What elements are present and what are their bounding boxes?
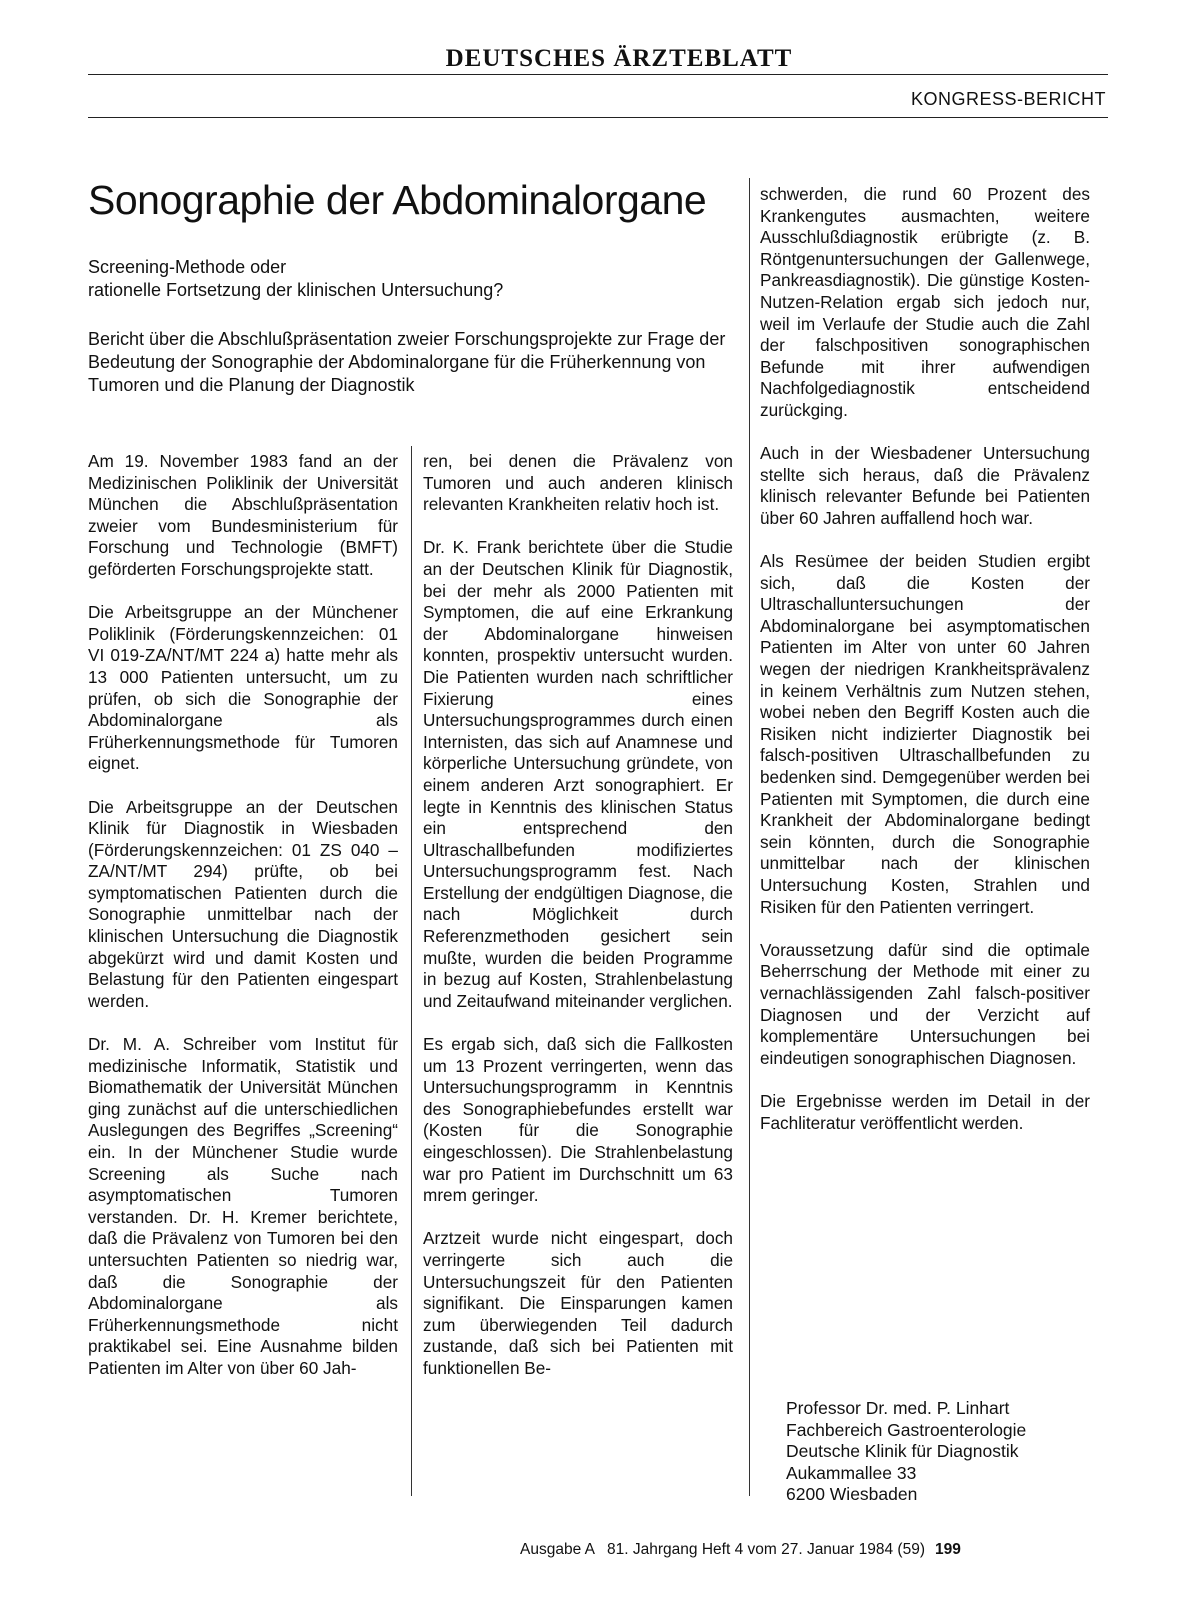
author-signature bbox=[786, 1398, 1026, 1506]
text-column-1 bbox=[88, 451, 398, 1380]
paragraph: Es ergab sich, daß sich die Fallkosten um 13 Prozent verringerten, wenn das Untersuchungsprogramm in Kenntnis des Sonographiebefundes erstellt war (Kosten für die Sonographie eingeschlossen). Die Strahlenbelastung war pro Patient im Durchschnitt um 63 mrem geringer. bbox=[423, 1034, 733, 1206]
paragraph: Die Ergebnisse werden im Detail in der Fachliteratur veröffentlicht werden. bbox=[760, 1090, 1090, 1133]
paragraph: Die Arbeitsgruppe an der Deutschen Klinik für Diagnostik in Wiesbaden (Förderungskennzeichen: 01 ZS 040 – ZA/NT/MT 294) prüfte, ob bei symptomatischen Patienten durch die Sonographie unmittelbar nach der klinischen Untersuchung die Diagnostik abgekürzt wird und damit Kosten und Belastung für den Patienten eingespart werden. bbox=[88, 796, 398, 1011]
masthead: DEUTSCHES ÄRZTEBLATT bbox=[445, 45, 793, 72]
paragraph: Arztzeit wurde nicht eingespart, doch verringerte sich auch die Untersuchungszeit für den Patienten signifikant. Die Einsparungen kamen zum überwiegenden Teil dadurch zustande, daß sich bei Patienten mit funktionellen Be- bbox=[423, 1228, 733, 1378]
article-intro: Bericht über die Abschlußpräsentation zweier Forschungsprojekte zur Frage der Bedeutung der Sonographie der Abdominalorgane für die Früherkennung von Tumoren und die Planung der Diagnostik bbox=[88, 329, 726, 395]
text-column-3 bbox=[760, 184, 1090, 1134]
paragraph: Auch in der Wiesbadener Untersuchung stellte sich heraus, daß die Prävalenz klinisch relevanter Befunde bei Patienten über 60 Jahren auffallend hoch war. bbox=[760, 443, 1090, 528]
page-number: 199 bbox=[935, 1541, 961, 1558]
author-street: Aukammallee 33 bbox=[786, 1462, 917, 1483]
paragraph: Dr. M. A. Schreiber vom Institut für medizinische Informatik, Statistik und Biomathematik der Universität München ging zunächst auf die unterschiedlichen Auslegungen des Begriffes „Screening“ ein. In der Münchener Studie wurde Screening als Suche nach asymptomatischen Tumoren verstanden. Dr. H. Kremer berichtete, daß die Prävalenz von Tumoren bei den untersuchten Patienten so niedrig war, daß die Sonographie der Abdominalorgane als Früherkennungsmethode nicht praktikabel sei. Eine Ausnahme bilden Patienten im Alter von über 60 Jah- bbox=[88, 1034, 398, 1378]
paragraph: Am 19. November 1983 fand an der Medizinischen Poliklinik der Universität München die Abschlußpräsentation zweier vom Bundesministerium für Forschung und Technologie (BMFT) geförderten Forschungsprojekte statt. bbox=[88, 451, 398, 579]
issue-info: Ausgabe A 81. Jahrgang Heft 4 vom 27. Januar 1984 (59) bbox=[520, 1541, 925, 1558]
column-divider bbox=[749, 178, 750, 1496]
masthead-rule bbox=[88, 74, 1108, 75]
article-headline: Sonographie der Abdominalorgane bbox=[88, 177, 707, 223]
author-name: Professor Dr. med. P. Linhart bbox=[786, 1398, 1010, 1418]
paragraph: Voraussetzung dafür sind die optimale Beherrschung der Methode mit einer zu vernachlässigenden Zahl falsch-positiver Diagnosen und der Verzicht auf komplementäre Untersuchungen bei eindeutigen sonographischen Diagnosen. bbox=[760, 939, 1090, 1068]
paragraph: Dr. K. Frank berichtete über die Studie an der Deutschen Klinik für Diagnostik, bei der mehr als 2000 Patienten mit Symptomen, die auf eine Erkrankung der Abdominalorgane hinweisen konnten, prospektiv untersucht wurden. Die Patienten wurden nach schriftlicher Fixierung eines Untersuchungsprogrammes durch einen Internisten, das sich auf Anamnese und körperliche Untersuchung gründete, von einem anderen Arzt sonographiert. Er legte in Kenntnis des klinischen Status ein entsprechend den Ultraschallbefunden modifiziertes Untersuchungsprogramm fest. Nach Erstellung der endgültigen Diagnose, die nach Möglichkeit durch Referenzmethoden gesichert sein mußte, wurden die beiden Programme in bezug auf Kosten, Strahlenbelastung und Zeitaufwand miteinander verglichen. bbox=[423, 537, 733, 1011]
article-subtitle: Screening-Methode oder rationelle Fortsetzung der klinischen Untersuchung? bbox=[88, 257, 504, 300]
header-rule bbox=[88, 117, 1108, 118]
text-column-2 bbox=[423, 451, 733, 1380]
author-institution: Deutsche Klinik für Diagnostik bbox=[786, 1441, 1019, 1461]
paragraph: Die Arbeitsgruppe an der Münchener Poliklinik (Förderungskennzeichen: 01 VI 019-ZA/NT/MT 224 a) hatte mehr als 13 000 Patienten untersucht, um zu prüfen, ob sich die Sonographie der Abdominalorgane als Früherkennungsmethode für Tumoren eignet. bbox=[88, 602, 398, 774]
paragraph: ren, bei denen die Prävalenz von Tumoren und auch anderen klinisch relevanten Krankheiten relativ hoch ist. bbox=[423, 451, 733, 515]
author-city: 6200 Wiesbaden bbox=[786, 1484, 918, 1504]
section-label: KONGRESS-BERICHT bbox=[910, 89, 1106, 109]
column-divider bbox=[411, 446, 412, 1496]
page-footer bbox=[520, 1540, 961, 1560]
author-department: Fachbereich Gastroenterologie bbox=[786, 1419, 1027, 1440]
paragraph: schwerden, die rund 60 Prozent des Krankengutes ausmachten, weitere Ausschlußdiagnostik erübrigte (z. B. Röntgenuntersuchungen der Gallenwege, Pankreasdiagnostik). Die günstige Kosten-Nutzen-Relation ergab sich jedoch nur, weil im Verlaufe der Studie auch die Zahl der falschpositiven sonographischen Befunde mit ihrer aufwendigen Nachfolgediagnostik entscheidend zurückging. bbox=[760, 184, 1090, 420]
paragraph: Als Resümee der beiden Studien ergibt sich, daß die Kosten der Ultraschalluntersuchungen der Abdominalorgane bei asymptomatischen Patienten im Alter von unter 60 Jahren wegen der niedrigen Krankheitsprävalenz in keinem Verhältnis zum Nutzen stehen, wobei neben den Begriff Kosten auch die Risiken nicht indizierter Diagnostik bei falsch-positiven Ultraschallbefunden zu bedenken sind. Demgegenüber werden bei Patienten mit Symptomen, die durch eine Krankheit der Abdominalorgane bedingt sein könnten, durch die Sonographie unmittelbar nach der klinischen Untersuchung Kosten, Strahlen und Risiken für den Patienten verringert. bbox=[760, 551, 1090, 917]
